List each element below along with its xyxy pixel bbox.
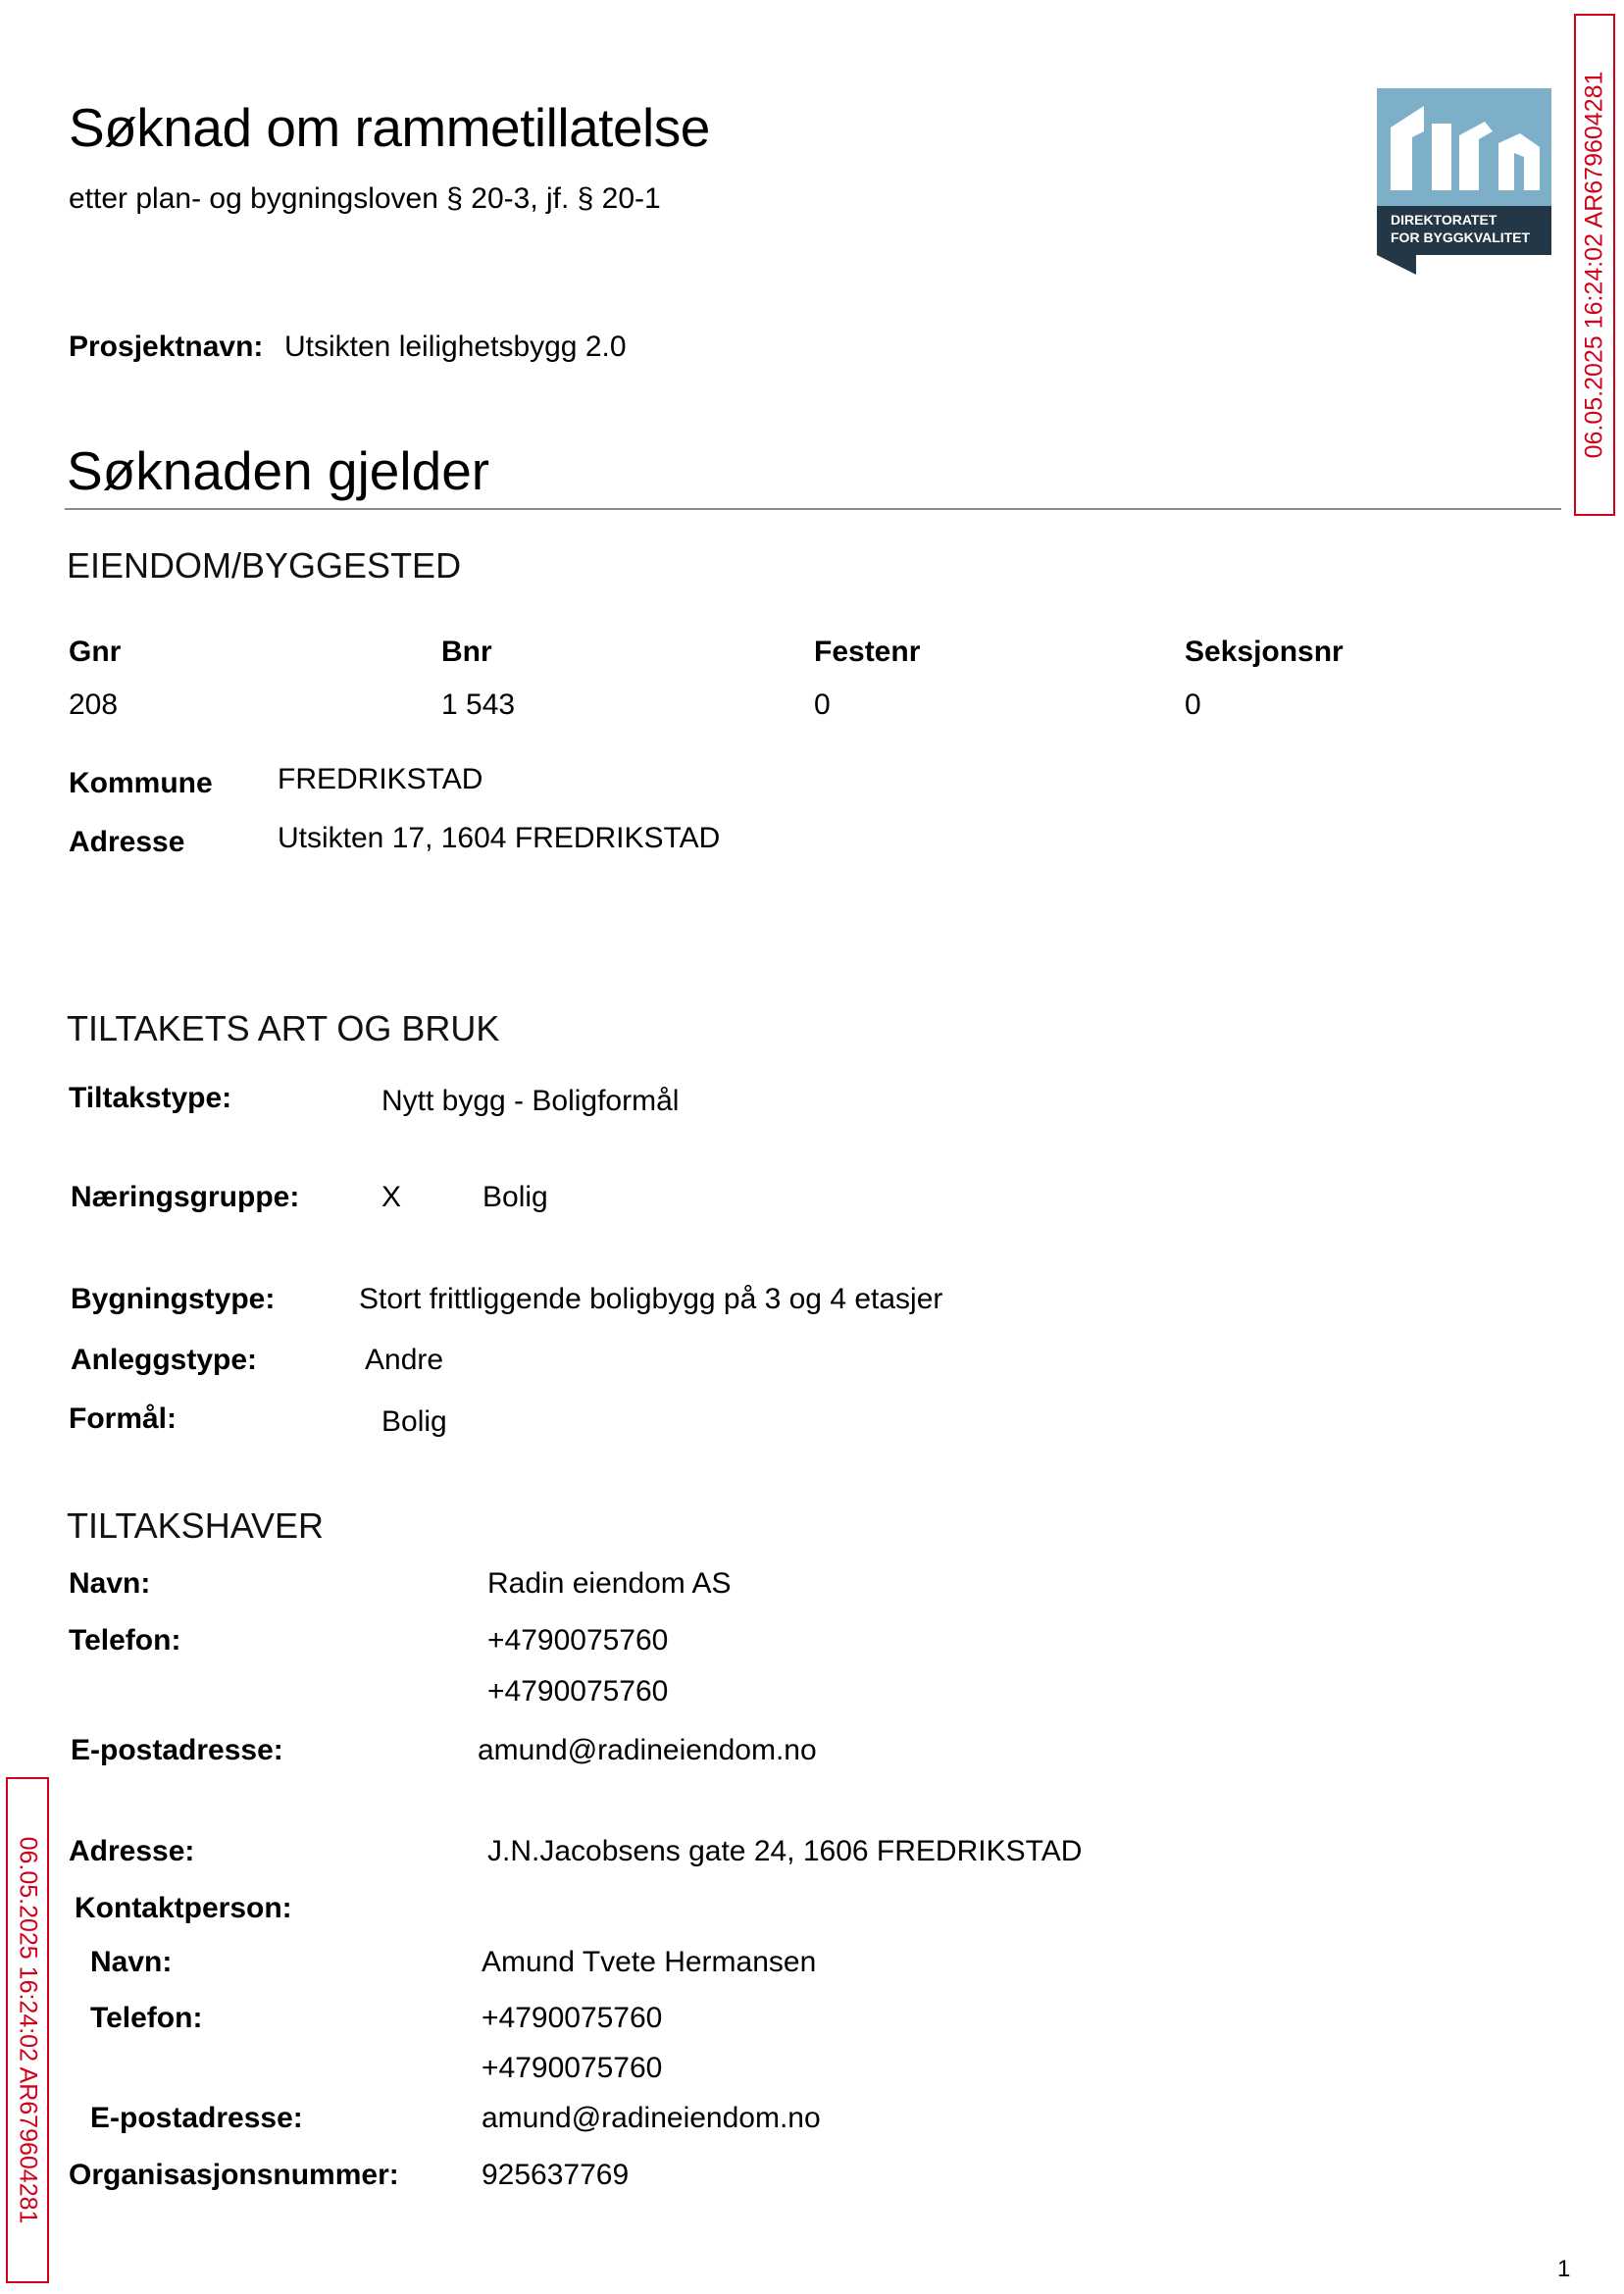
stamp-text: 06.05.2025 16:24:02 AR679604281	[14, 1836, 42, 2224]
adresse-label: Adresse	[69, 826, 185, 858]
owner-phone-value-1: +4790075760	[487, 1624, 669, 1657]
measure-heading: TILTAKETS ART OG BRUK	[67, 1008, 500, 1048]
tiltakstype-value: Nytt bygg - Boligformål	[381, 1085, 680, 1117]
tiltakstype-label: Tiltakstype:	[69, 1082, 232, 1114]
owner-phone-value-2: +4790075760	[487, 1675, 669, 1708]
contact-email-label: E-postadresse:	[90, 2102, 303, 2134]
anleggstype-label: Anleggstype:	[71, 1344, 258, 1376]
section-divider	[65, 508, 1561, 510]
owner-address-label: Adresse:	[69, 1835, 195, 1867]
festenr-label: Festenr	[814, 636, 921, 668]
contact-phone-value-2: +4790075760	[482, 2052, 663, 2084]
logo-text-line2: FOR BYGGKVALITET	[1391, 229, 1531, 245]
naeringsgruppe-label: Næringsgruppe:	[71, 1181, 300, 1213]
timestamp-stamp-right	[1574, 14, 1615, 516]
project-name-label: Prosjektnavn:	[69, 331, 264, 363]
bygningstype-label: Bygningstype:	[71, 1283, 276, 1315]
contact-name-value: Amund Tvete Hermansen	[482, 1946, 817, 1978]
dibk-logo-mark	[1377, 88, 1551, 275]
contact-phone-value-1: +4790075760	[482, 2002, 663, 2034]
adresse-value: Utsikten 17, 1604 FREDRIKSTAD	[278, 822, 721, 854]
bnr-label: Bnr	[441, 636, 492, 668]
formal-label: Formål:	[69, 1402, 178, 1435]
page-number: 1	[1557, 2256, 1571, 2282]
stamp-text: 06.05.2025 16:24:02 AR679604281	[1580, 71, 1608, 459]
formal-value: Bolig	[381, 1405, 447, 1438]
page-subtitle: etter plan- og bygningsloven § 20-3, jf. § 20-1	[69, 182, 661, 215]
owner-phone-label: Telefon:	[69, 1624, 181, 1657]
kommune-value: FREDRIKSTAD	[278, 763, 483, 795]
naeringsgruppe-code: X	[381, 1181, 402, 1213]
kommune-label: Kommune	[69, 767, 213, 799]
festenr-value: 0	[814, 688, 831, 721]
seksjonsnr-value: 0	[1185, 688, 1201, 721]
owner-name-label: Navn:	[69, 1567, 151, 1600]
gnr-label: Gnr	[69, 636, 122, 668]
owner-email-value: amund@radineiendom.no	[478, 1734, 817, 1766]
bygningstype-value: Stort frittliggende boligbygg på 3 og 4 etasjer	[359, 1283, 943, 1315]
project-name-value: Utsikten leilighetsbygg 2.0	[284, 331, 627, 363]
contact-person-heading: Kontaktperson:	[75, 1892, 292, 1924]
naeringsgruppe-value: Bolig	[482, 1181, 548, 1213]
anleggstype-value: Andre	[365, 1344, 444, 1376]
gnr-value: 208	[69, 688, 119, 721]
seksjonsnr-label: Seksjonsnr	[1185, 636, 1344, 668]
org-number-value: 925637769	[482, 2159, 630, 2191]
property-heading: EIENDOM/BYGGESTED	[67, 545, 462, 586]
owner-heading: TILTAKSHAVER	[67, 1505, 325, 1546]
owner-address-value: J.N.Jacobsens gate 24, 1606 FREDRIKSTAD	[487, 1835, 1083, 1867]
section-title: Søknaden gjelder	[67, 440, 490, 501]
bnr-value: 1 543	[441, 688, 516, 721]
owner-email-label: E-postadresse:	[71, 1734, 283, 1766]
contact-phone-label: Telefon:	[90, 2002, 203, 2034]
org-number-label: Organisasjonsnummer:	[69, 2159, 399, 2191]
owner-name-value: Radin eiendom AS	[487, 1567, 732, 1600]
dibk-logo	[1377, 88, 1551, 275]
timestamp-stamp-left	[6, 1777, 49, 2283]
page-title: Søknad om rammetillatelse	[69, 97, 710, 158]
contact-email-value: amund@radineiendom.no	[482, 2102, 821, 2134]
logo-text-line1: DIREKTORATET	[1391, 212, 1497, 228]
contact-name-label: Navn:	[90, 1946, 173, 1978]
